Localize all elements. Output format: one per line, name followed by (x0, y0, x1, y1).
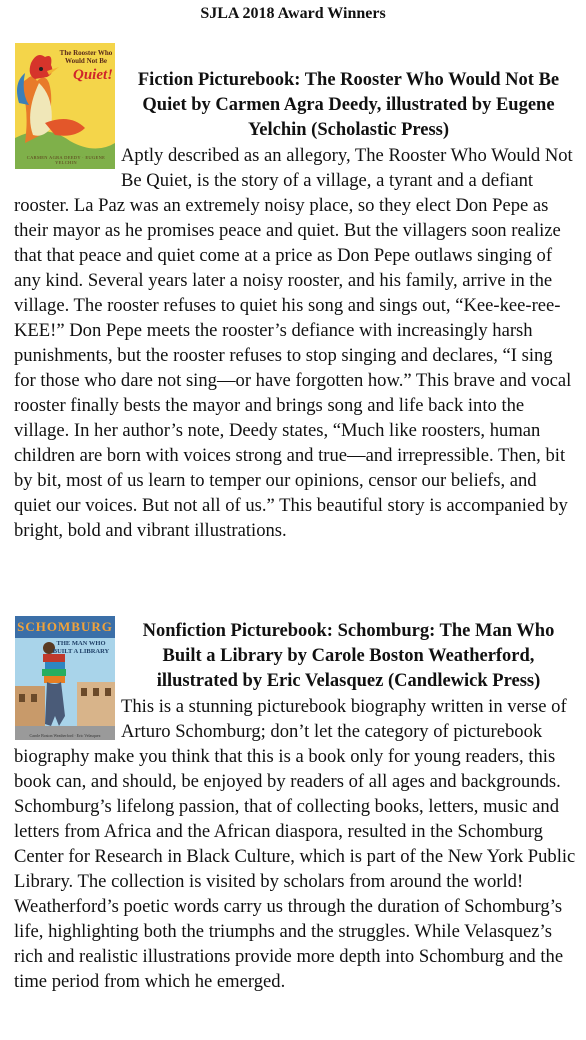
entry-body: Aptly described as an allegory, The Rooster Who Would Not Be Quiet, is the story of a village, a tyrant and a defiant rooster. La Paz was an extremely noisy place, so they elect Don Pepe as their mayor as he promises peace and quiet. But the villagers soon realize that that peace and quiet come at a price as Don Pepe outlaws singing of any kind. Several years later a noisy rooster, and his family, arrive in the village. The rooster refuses to quiet his song and sings out, “Kee-kee-ree-KEE!” Don Pepe meets the rooster’s defiance with increasingly harsh punishments, but the rooster refuses to stop singing and declares, “I sing for those who dare not sing—or have forgotten how.” This brave and vocal rooster finally bests the mayor and brings song and life back into the village. In her author’s note, Deedy states, “Much like roosters, human children are born with voices strong and true—and irrepressible. Then, bit by bit, most of us learn to temper our opinions, censor our beliefs, and quiet our voices. But not all of us.” This beautiful story is accompanied by bright, bold and vibrant illustrations. (14, 145, 573, 541)
cover-subtitle: THE MAN WHO BUILT A LIBRARY (52, 640, 110, 655)
book-cover-rooster[interactable] (15, 43, 115, 169)
cover-title: The Rooster Who Would Not Be (59, 49, 113, 65)
cover-credits: CARMEN AGRA DEEDY · EUGENE YELCHIN (26, 155, 106, 165)
award-entry-fiction (0, 43, 586, 543)
page-title: SJLA 2018 Award Winners (200, 5, 386, 22)
book-cover-schomburg[interactable] (15, 616, 115, 740)
entry-body: This is a stunning picturebook biography written in verse of Arturo Schomburg; don’t let the category of picturebook biography make you think that this is a book only for young readers, this book can, and should, be enjoyed by readers of all ages and backgrounds. Schomburg’s lifelong passion, that of collecting books, letters, music and letters from Africa and the African diaspora, resulted in the Schomburg Center for Research in Black Culture, which is part of the New York Public Library. The collection is visited by scholars from around the world! Weatherford’s poetic words carry us through the duration of Schomburg’s life, highlighting both the triumphs and the struggles. While Velasquez’s rich and realistic illustrations provide more depth into Schomburg and the time period from which he emerged. (14, 696, 576, 992)
cover-banner: SCHOMBURG (15, 616, 115, 638)
entry-heading: Nonfiction Picturebook: Schomburg: The Man Who Built a Library by Carole Boston Weatherford, illustrated by Eric Velasquez (Candlewick Press) (142, 621, 555, 691)
entry-heading: Fiction Picturebook: The Rooster Who Would Not Be Quiet by Carmen Agra Deedy, illustrated by Eugene Yelchin (Scholastic Press) (137, 70, 560, 140)
cover-title-emphasis: Quiet! (73, 67, 114, 83)
cover-credits: Carole Boston Weatherford · Eric Velasquez (29, 733, 101, 738)
award-entry-nonfiction (0, 616, 586, 994)
